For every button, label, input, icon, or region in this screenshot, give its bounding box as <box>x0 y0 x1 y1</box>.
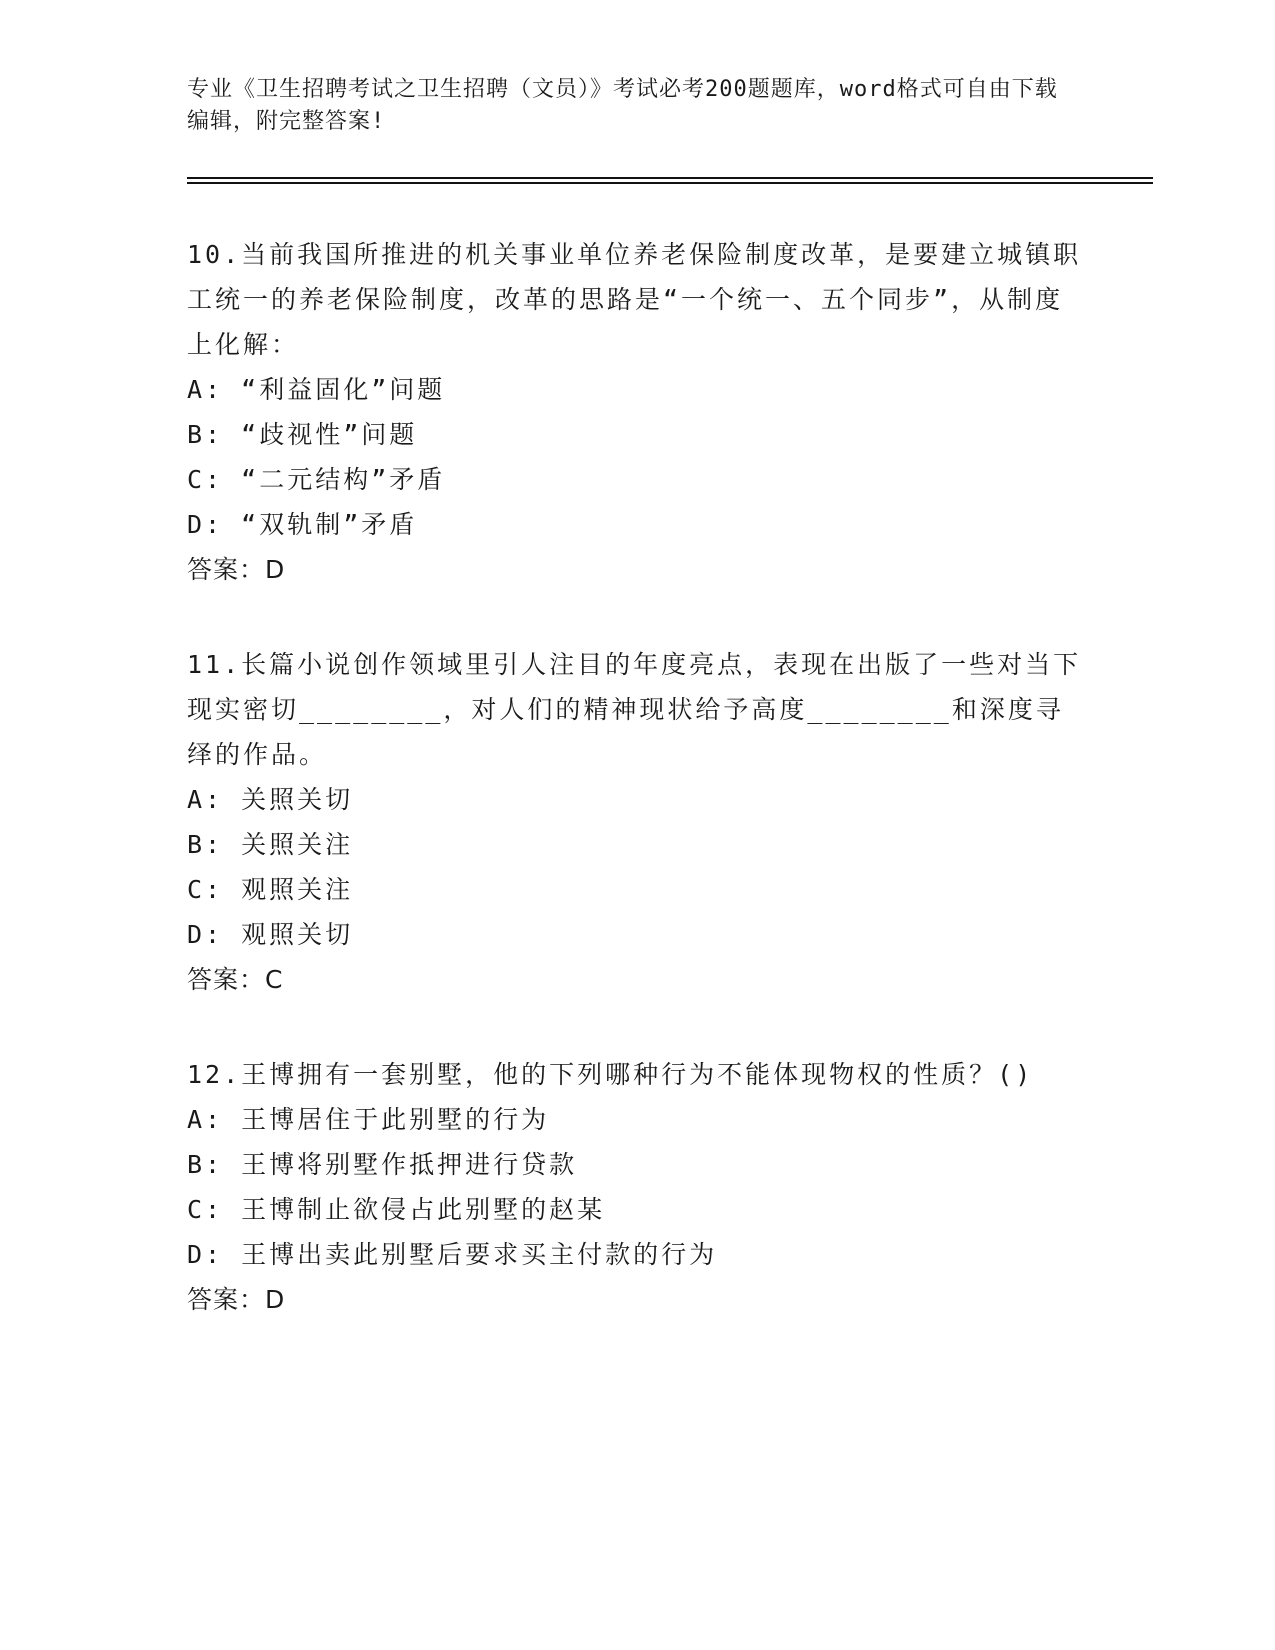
question-stem: 11.长篇小说创作领域里引人注目的年度亮点，表现在出版了一些对当下现实密切________，对人们的精神现状给予高度________和深度寻绎的作品。 <box>187 650 1082 769</box>
option-b: B: “歧视性”问题 <box>187 420 418 449</box>
question-12 <box>187 1052 1087 1323</box>
answer: 答案：C <box>187 965 284 994</box>
option-d: D: 王博出卖此别墅后要求买主付款的行为 <box>187 1240 718 1269</box>
answer: 答案：D <box>187 1285 286 1314</box>
option-c: C: “二元结构”矛盾 <box>187 465 446 494</box>
question-10 <box>187 232 1087 593</box>
document-intro: 专业《卫生招聘考试之卫生招聘（文员）》考试必考200题题库，word格式可自由下载编辑，附完整答案! <box>187 77 1058 134</box>
header-divider-bottom <box>187 182 1153 184</box>
option-d: D: 观照关切 <box>187 920 354 949</box>
option-a: A: 王博居住于此别墅的行为 <box>187 1105 550 1134</box>
option-d: D: “双轨制”矛盾 <box>187 510 418 539</box>
option-a: A: 关照关切 <box>187 785 354 814</box>
header-divider-top <box>187 177 1153 179</box>
option-a: A: “利益固化”问题 <box>187 375 446 404</box>
question-stem: 12.王博拥有一套别墅，他的下列哪种行为不能体现物权的性质？() <box>187 1060 1034 1089</box>
option-b: B: 王博将别墅作抵押进行贷款 <box>187 1150 578 1179</box>
answer: 答案：D <box>187 555 286 584</box>
option-c: C: 王博制止欲侵占此别墅的赵某 <box>187 1195 606 1224</box>
option-b: B: 关照关注 <box>187 830 354 859</box>
question-11 <box>187 642 1087 1003</box>
option-c: C: 观照关注 <box>187 875 354 904</box>
question-stem: 10.当前我国所推进的机关事业单位养老保险制度改革，是要建立城镇职工统一的养老保险制度，改革的思路是“一个统一、五个同步”，从制度上化解： <box>187 240 1082 359</box>
